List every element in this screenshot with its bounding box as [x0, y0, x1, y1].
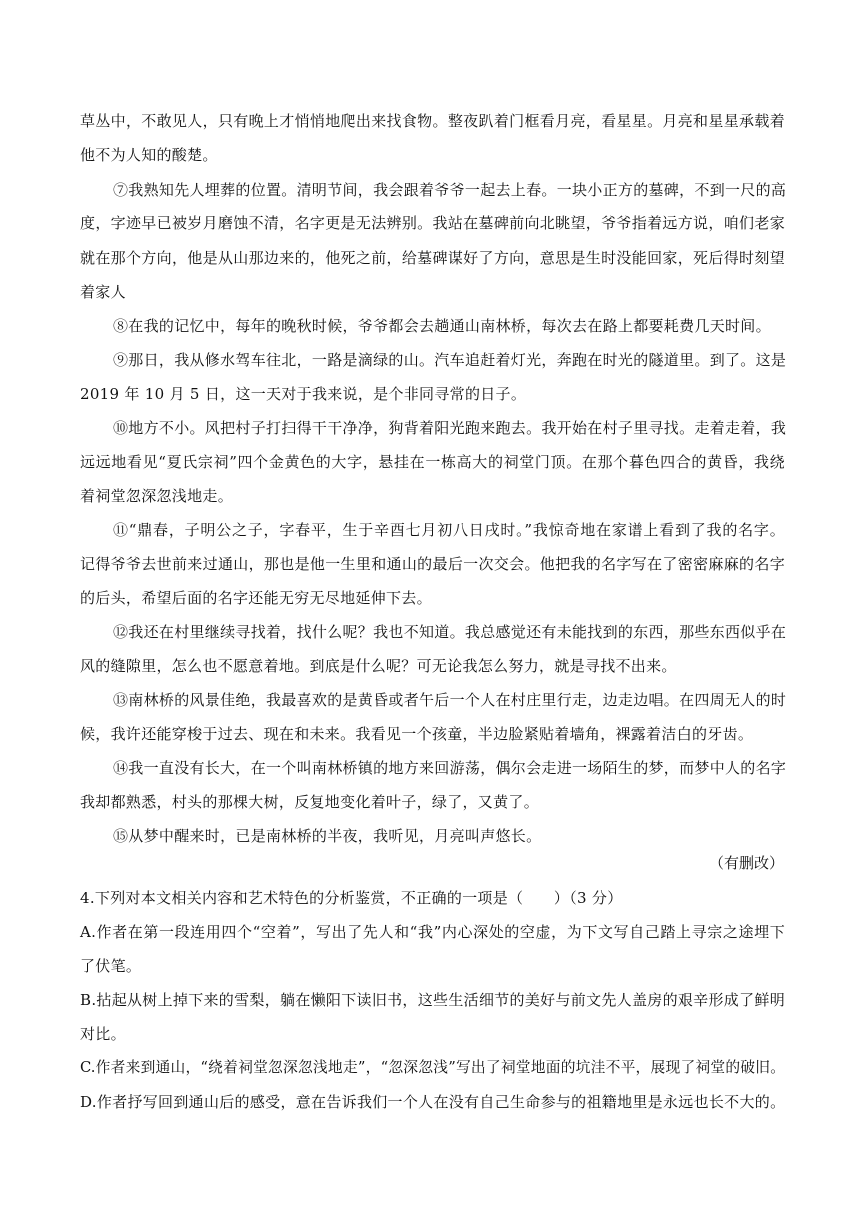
option-d: D.作者抒写回到通山后的感受，意在告诉我们一个人在没有自己生命参与的祖籍地里是永远也长不大的。: [80, 1093, 786, 1111]
passage-line: 我却都熟悉，村头的那棵大树，反复地变化着叶子，绿了，又黄了。: [80, 793, 540, 811]
paragraph-8: ⑧在我的记忆中，每年的晚秋时候，爷爷都会去趟通山南林桥，每次去在路上都要耗费几天时间。: [113, 317, 771, 335]
paragraph-13: ⑬南林桥的风景佳绝，我最喜欢的是黄昏或者午后一个人在村庄里行走，边走边唱。在四周无人的时: [113, 691, 787, 709]
paragraph-11: ⑪“鼎春，子明公之子，字春平，生于辛酉七月初八日戌时。”我惊奇地在家谱上看到了我的名字。: [113, 521, 785, 539]
option-b-cont: 对比。: [80, 1025, 126, 1043]
edit-note: （有删改）: [708, 854, 784, 872]
passage-line: 草丛中，不敢见人，只有晚上才悄悄地爬出来找食物。整夜趴着门框看月亮，看星星。月亮和星星承载着: [80, 112, 785, 130]
option-a-cont: 了伏笔。: [80, 957, 142, 975]
passage-line: 远远地看见“夏氏宗祠”四个金黄色的大字，悬挂在一栋高大的祠堂门顶。在那个暮色四合的黄昏，我绕: [80, 453, 785, 471]
paragraph-9: ⑨那日，我从修水驾车往北，一路是滴绿的山。汽车追赶着灯光，奔跑在时光的隧道里。到了。这是: [113, 351, 787, 369]
paragraph-10: ⑩地方不小。风把村子打扫得干干净净，狗背着阳光跑来跑去。我开始在村子里寻找。走着走着，我: [113, 419, 787, 437]
passage-line: 2019 年 10 月 5 日，这一天对于我来说，是个非同寻常的日子。: [80, 385, 527, 403]
paragraph-15: ⑮从梦中醒来时，已是南林桥的半夜，我听见，月亮叫声悠长。: [113, 827, 542, 845]
option-c: C.作者来到通山，“绕着祠堂忽深忽浅地走”，“忽深忽浅”写出了祠堂地面的坑洼不平，展现了祠堂的破旧。: [80, 1059, 785, 1076]
passage-line: 着祠堂忽深忽浅地走。: [80, 487, 234, 505]
question-stem: 4.下列对本文相关内容和艺术特色的分析鉴赏，不正确的一项是（ ）（3 分）: [80, 889, 623, 907]
passage-line: 记得爷爷去世前来过通山，那也是他一生里和通山的最后一次交会。他把我的名字写在了密密麻麻的名字: [80, 555, 785, 573]
paragraph-14: ⑭我一直没有长大，在一个叫南林桥镇的地方来回游荡，偶尔会走进一场陌生的梦，而梦中人的名字: [113, 759, 787, 777]
passage-line: 就在那个方向，他是从山那边来的，他死之前，给墓碑谋好了方向，意思是生时没能回家，死后得时刻望: [80, 249, 785, 267]
paragraph-12: ⑫我还在村里继续寻找着，找什么呢？我也不知道。我总感觉还有未能找到的东西，那些东西似乎在: [113, 623, 787, 641]
passage-line: 着家人: [80, 283, 126, 301]
passage-line: 的后头，希望后面的名字还能无穷无尽地延伸下去。: [80, 589, 432, 607]
option-a: A.作者在第一段连用四个“空着”，写出了先人和“我”内心深处的空虚，为下文写自己踏上寻宗之途埋下: [80, 923, 785, 941]
option-b: B.拈起从树上掉下来的雪梨，躺在懒阳下读旧书，这些生活细节的美好与前文先人盖房的艰辛形成了鲜明: [80, 991, 785, 1009]
passage-line: 他不为人知的酸楚。: [80, 146, 218, 164]
paragraph-7: ⑦我熟知先人埋葬的位置。清明节间，我会跟着爷爷一起去上春。一块小正方的墓碑，不到一尺的高: [113, 181, 787, 199]
passage-line: 候，我许还能穿梭于过去、现在和未来。我看见一个孩童，半边脸紧贴着墙角，裸露着洁白的牙齿。: [80, 725, 754, 743]
passage-line: 风的缝隙里，怎么也不愿意着地。到底是什么呢？可无论我怎么努力，就是寻找不出来。: [80, 657, 677, 675]
passage-line: 度，字迹早已被岁月磨蚀不清，名字更是无法辨别。我站在墓碑前向北眺望，爷爷指着远方说，咱们老家: [80, 214, 785, 232]
